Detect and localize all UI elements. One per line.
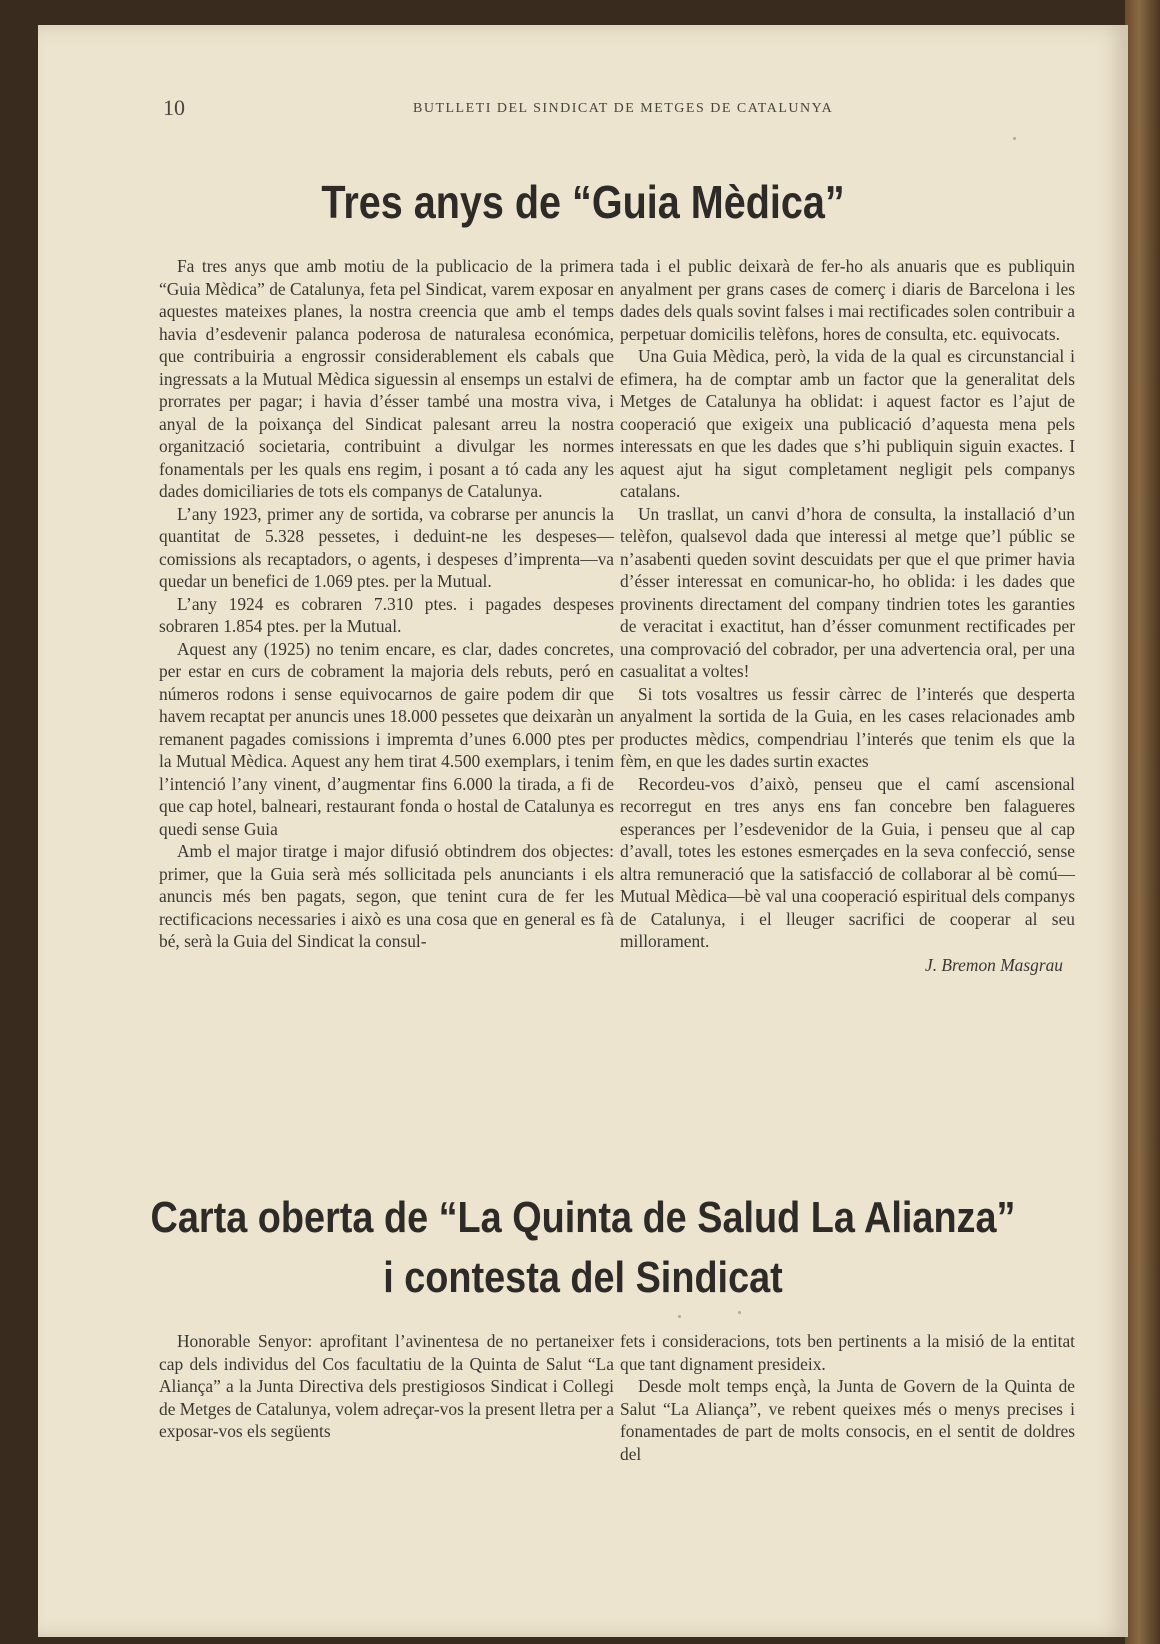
article2-column-right <box>620 1330 1075 1465</box>
article1-column-left <box>159 255 614 953</box>
article1-column-right <box>620 255 1075 976</box>
paragraph: Amb el major tiratge i major difusió obtindrem dos objectes: primer, que la Guia serà més sollicitada pels anunciants i els anuncis més ben pagats, segon, que tenint cura de fer les rectificacions necessaries i això es una cosa que en general es fà bé, serà la Guia del Sindicat la consul- <box>159 841 614 951</box>
article2-column-left <box>159 1330 614 1443</box>
paragraph: Recordeu-vos d’això, penseu que el camí ascensional recorregut en tres anys ens fan concebre ben falagueres esperances per l’esdevenidor de la Guia, i penseu que al cap d’avall, totes les estones esmerçades en la seva confecció, sense altra remuneració que la satisfacció de collaborar al bè comú—Mutual Mèdica—bè val una cooperació espiritual dels companys de Catalunya, i el lleuger sacrifici de cooperar al seu millorament. <box>620 773 1075 951</box>
journal-name: BUTLLETI DEL SINDICAT DE METGES DE CATALUNYA <box>413 101 834 116</box>
paper-speck <box>738 1311 741 1314</box>
paragraph: Fa tres anys que amb motiu de la publicacio de la primera “Guia Mèdica” de Catalunya, feta pel Sindicat, varem exposar en aquestes mateixes planes, la nostra creencia que amb el temps havia d’esdevenir palanca poderosa de naturalesa económica, que contribuiria a engrossir considerablement els cabals que ingressats a la Mutual Mèdica siguessin al ensemps un estalvi de prorrates per pagar; i havia d’ésser també una mostra viva, i anyal de la poixança del Sindicat palesant arreu la nostra organització societaria, contribuint a divulgar les normes fonamentals per les quals ens regim, i posant a tó cada any les dades domiciliaries de tots els companys de Catalunya. <box>159 256 614 501</box>
document-page <box>38 25 1128 1637</box>
paragraph: L’any 1924 es cobraren 7.310 ptes. i pagades despeses sobraren 1.854 ptes. per la Mutual. <box>159 593 614 636</box>
paragraph: fets i consideracions, tots ben pertinents a la misió de la entitat que tant dignament presideix. <box>620 1331 1075 1374</box>
article-title-guia-medica: Tres anys de “Guia Mèdica” <box>321 176 845 228</box>
page-number: 10 <box>163 95 185 120</box>
paragraph: Un trasllat, un canvi d’hora de consulta, la installació d’un telèfon, qualsevol dada que interessi al metge que’l públic se n’asabenti queden sovint descuidats per que el que primer havia d’ésser interessat en comunicar-ho, ho oblida: i les dades que provinents directament del company tindrien totes les garanties de veracitat i exactitut, han d’ésser comunment rectificades per una comprovació del cobrador, per una advertencia oral, per una casualitat a voltes! <box>620 503 1075 681</box>
paragraph: Honorable Senyor: aprofitant l’avinentesa de no pertaneixer cap dels individus del Cos facultatiu de la Quinta de Salut “La Aliança” a la Junta Directiva dels prestigiosos Sindicat i Collegi de Metges de Catalunya, volem adreçar-vos la present lletra per a exposar-vos els següents <box>159 1331 614 1441</box>
book-edge <box>1125 0 1160 1644</box>
paragraph: Desde molt temps ençà, la Junta de Govern de la Quinta de Salut “La Aliança”, ve rebent queixes més o menys precises i fonamentades de part de molts consocis, en el sentit de doldres del <box>620 1376 1075 1464</box>
paper-speck <box>1013 137 1016 140</box>
paragraph: Si tots vosaltres us fessir càrrec de l’interés que desperta anyalment la sortida de la Guia, en les cases relacionades amb productes mèdics, compendriau l’interés que tenim els que la fèm, en que les dades surtin exactes <box>620 683 1075 771</box>
article-title-carta-oberta: Carta oberta de “La Quinta de Salud La Alianza” <box>150 1193 1016 1242</box>
paragraph: L’any 1923, primer any de sortida, va cobrarse per anuncis la quantitat de 5.328 pessetes, i deduint-ne les despeses—comissions als recaptadors, o agents, i despeses d’imprenta—va quedar un benefici de 1.069 ptes. per la Mutual. <box>159 503 614 591</box>
paragraph: tada i el public deixarà de fer-ho als anuaris que es publiquin anyalment per grans cases de comerç i diaris de Barcelona i les dades dels quals sovint falses i mai rectificades solen contribuir a perpetuar domicilis telèfons, hores de consulta, etc. equivocats. <box>620 256 1075 344</box>
paragraph: Aquest any (1925) no tenim encare, es clar, dades concretes, per estar en curs de cobrament la majoria dels rebuts, peró en números rodons i sense equivocarnos de gaire podem dir que havem recaptat per anuncis unes 18.000 pessetes que deixaràn un remanent pagades comissions i impremta d’unes 6.000 ptes per la Mutual Mèdica. Aquest any hem tirat 4.500 exemplars, i tenim l’intenció l’any vinent, d’augmentar fins 6.000 la tirada, a fi de que cap hotel, balneari, restaurant fonda o hostal de Catalunya es quedi sense Guia <box>159 638 614 839</box>
author-signature: J. Bremon Masgrau <box>925 954 1063 975</box>
running-head <box>38 95 1128 125</box>
paragraph: Una Guia Mèdica, però, la vida de la qual es circunstancial i efimera, ha de comptar amb un factor que la generalitat dels Metges de Catalunya ha oblidat: i aquest factor es l’ajut de cooperació que exigeix una publicació d’aquesta mena pels interessats en que les dades que s’hi publiquin siguin exactes. I aquest ajut ha sigut completament negligit pels companys catalans. <box>620 346 1075 501</box>
paper-speck <box>678 1315 681 1318</box>
article-title-contesta: i contesta del Sindicat <box>383 1253 783 1302</box>
